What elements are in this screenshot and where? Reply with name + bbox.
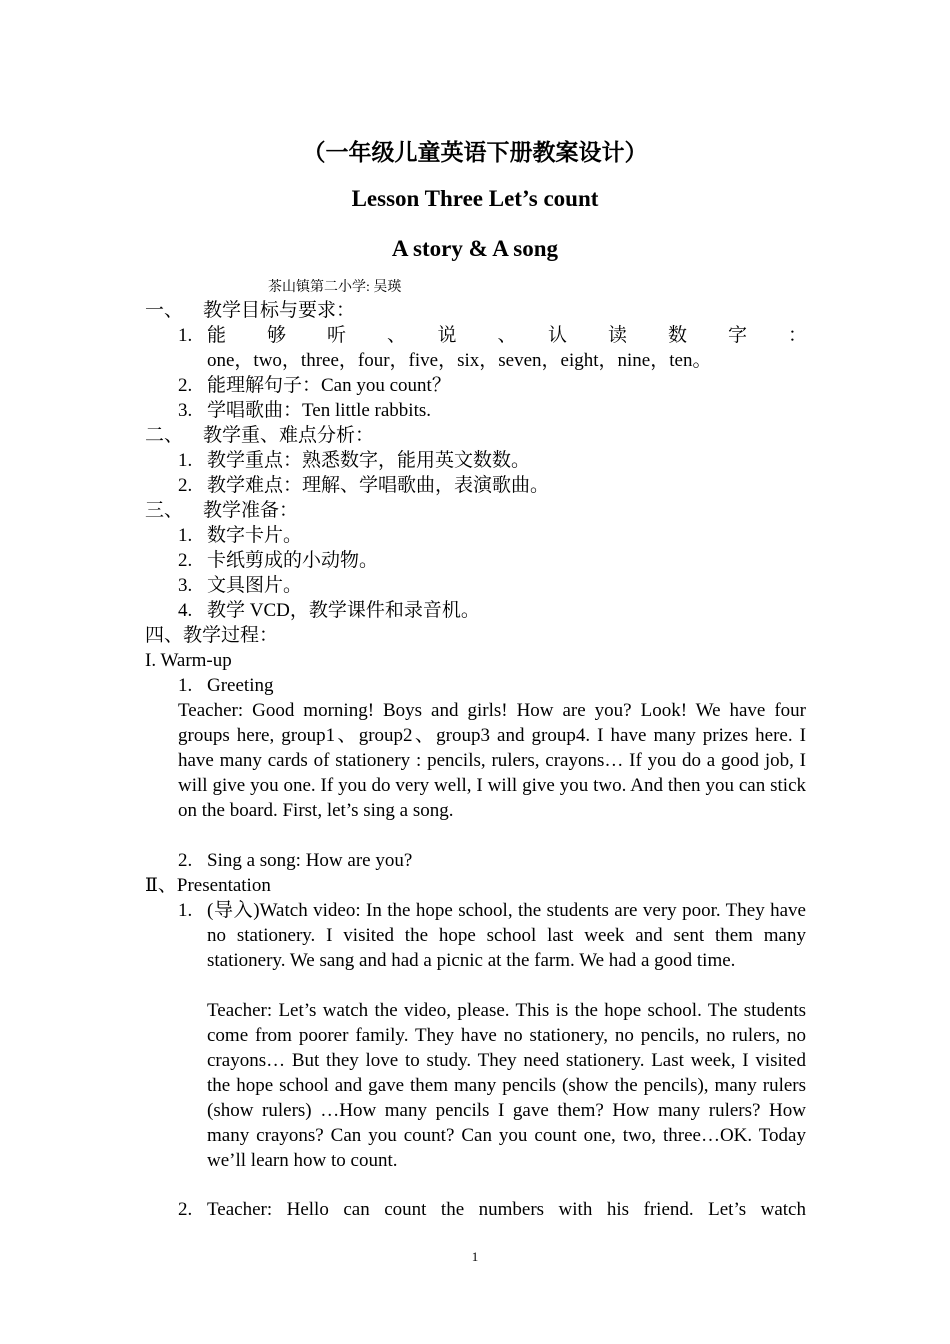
list-item	[178, 398, 431, 423]
list-item-text: 能 够 听 、 说 、 认 读 数 字 ：	[207, 325, 807, 346]
list-number: 2.	[178, 475, 193, 496]
section-number: 二、	[145, 425, 184, 446]
list-number: 1.	[178, 675, 193, 696]
section-number: 一、	[145, 300, 184, 321]
lesson-title: Lesson Three Let’s count	[351, 186, 599, 211]
list-item	[178, 898, 207, 923]
part-heading: I. Warm-up	[145, 650, 232, 671]
list-number: 1.	[178, 450, 193, 471]
list-number: 3.	[178, 400, 193, 421]
list-number: 2.	[178, 375, 193, 396]
teacher-paragraph: Teacher: Good morning! Boys and girls! How are you? Look! We have four groups here, group1、group2、group3 and group4. I have many prizes here. I have many cards of stationery : pencils, rulers, crayons… If you do a good job, I will give you one. If you do very well, I will give you two. And then you can stick on the board. First, let’s sing a song.	[178, 700, 806, 821]
list-item-text: 教学难点：理解、学唱歌曲，表演歌曲。	[207, 475, 550, 496]
part-heading: Ⅱ、Presentation	[145, 875, 271, 896]
list-item	[178, 848, 412, 873]
list-item-text: 学唱歌曲：Ten little rabbits.	[207, 400, 432, 421]
list-item	[178, 523, 302, 548]
list-item	[178, 323, 207, 348]
section-number: 三、	[145, 500, 184, 521]
section-title: 教学目标与要求：	[203, 300, 356, 321]
list-item-text: 数字卡片。	[207, 525, 303, 546]
list-item-text: Greeting	[207, 675, 274, 696]
list-item	[178, 1197, 207, 1222]
section-heading	[145, 423, 374, 448]
list-item-text: 文具图片。	[207, 575, 303, 596]
list-item	[178, 598, 480, 623]
section-heading: 四、教学过程：	[145, 625, 279, 646]
list-number: 4.	[178, 600, 193, 621]
list-item	[178, 448, 530, 473]
teacher-paragraph: Teacher: Let’s watch the video, please. This is the hope school. The students come from poorer family. They have no stationery, no pencils, no rulers, no crayons… But they love to study. They need stationery. Last week, I visited the hope school and gave them many pencils (show the pencils), many rulers (show rulers) …How many pencils I gave them? How many rulers? How many crayons? Can you count? Can you count one, two, three…OK. Today we’ll learn how to count.	[207, 1000, 806, 1171]
author-line: 茶山镇第二小学: 吴瑛	[268, 280, 402, 295]
section-heading	[145, 498, 298, 523]
list-item-text: (导入)Watch video: In the hope school, the students are very poor. They have no stationery. I visited the hope school last week and sent them many stationery. We sang and had a picnic at the farm. We had a good time.	[207, 900, 806, 971]
list-number: 3.	[178, 575, 193, 596]
list-item	[178, 473, 549, 498]
document-title: （一年级儿童英语下册教案设计）	[302, 140, 648, 166]
section-title: 教学重、难点分析：	[203, 425, 375, 446]
list-item	[178, 373, 451, 398]
list-item-text: one，two，three，four，five，six，seven，eight，nine，ten。	[207, 350, 712, 371]
list-item	[178, 548, 378, 573]
list-number: 1.	[178, 525, 193, 546]
list-number: 1.	[178, 325, 193, 346]
list-number: 2.	[178, 850, 193, 871]
section-title: 教学准备：	[203, 500, 299, 521]
list-number: 2.	[178, 550, 193, 571]
list-item-text: 教学重点：熟悉数字，能用英文数数。	[207, 450, 531, 471]
list-item-text: 能理解句子：Can you count？	[207, 375, 451, 396]
list-item	[178, 673, 273, 698]
list-item-text: Sing a song: How are you?	[207, 850, 413, 871]
list-item	[178, 573, 302, 598]
list-item-text: Teacher: Hello can count the numbers with his friend. Let’s watch	[207, 1199, 806, 1220]
page-number: 1	[471, 1249, 479, 1264]
list-number: 2.	[178, 1199, 193, 1220]
section-heading	[145, 298, 355, 323]
lesson-subtitle: A story & A song	[391, 236, 559, 261]
list-number: 1.	[178, 900, 193, 921]
list-item-text: 教学 VCD，教学课件和录音机。	[207, 600, 480, 621]
list-item-text: 卡纸剪成的小动物。	[207, 550, 379, 571]
